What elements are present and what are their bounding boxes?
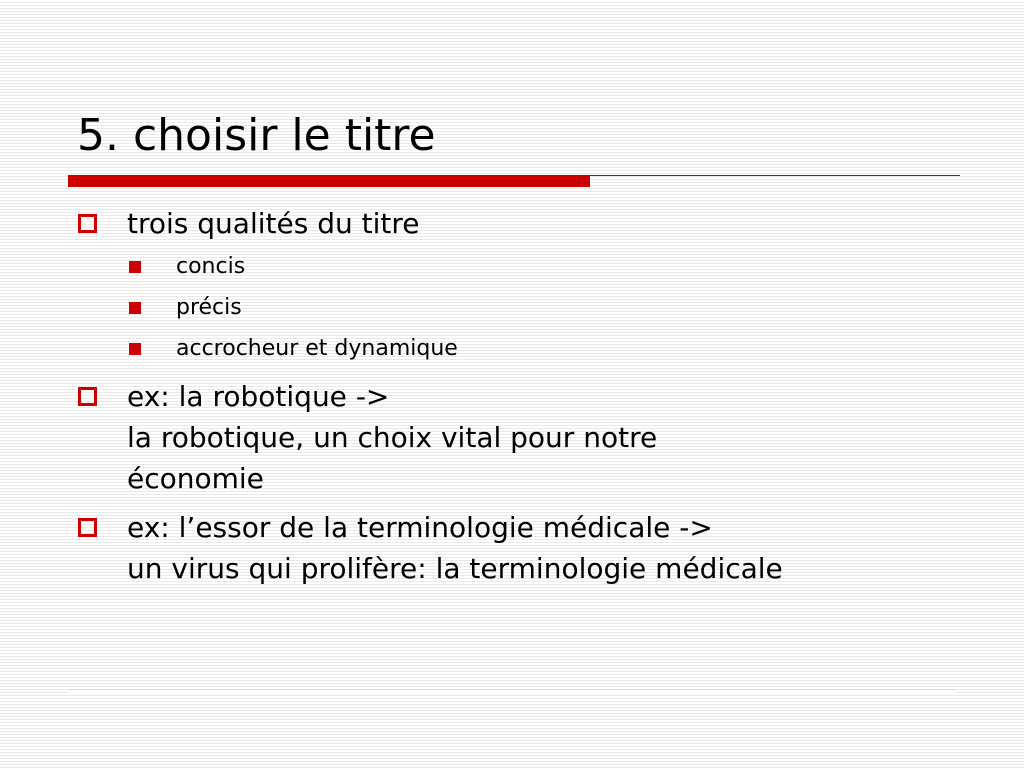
hollow-square-bullet-icon bbox=[78, 214, 97, 233]
solid-square-bullet-icon bbox=[129, 343, 141, 355]
solid-square-bullet-icon bbox=[129, 302, 141, 314]
footer-divider bbox=[68, 689, 956, 693]
bullet-example-terminologie-line2: un virus qui prolifère: la terminologie médicale bbox=[127, 552, 783, 585]
title-underline-thick bbox=[68, 175, 590, 187]
subbullet-precis: précis bbox=[176, 295, 242, 320]
bullet-example-robotique-line3: économie bbox=[127, 462, 264, 495]
title-underline-thin bbox=[590, 175, 960, 176]
hollow-square-bullet-icon bbox=[78, 518, 97, 537]
bullet-example-terminologie-line1: ex: l’essor de la terminologie médicale -> bbox=[127, 511, 713, 544]
slide-title: 5. choisir le titre bbox=[77, 110, 436, 161]
subbullet-accrocheur: accrocheur et dynamique bbox=[176, 336, 458, 361]
subbullet-concis: concis bbox=[176, 254, 246, 279]
hollow-square-bullet-icon bbox=[78, 387, 97, 406]
bullet-trois-qualites: trois qualités du titre bbox=[127, 207, 420, 240]
solid-square-bullet-icon bbox=[129, 261, 141, 273]
bullet-example-robotique-line1: ex: la robotique -> bbox=[127, 380, 390, 413]
bullet-example-robotique-line2: la robotique, un choix vital pour notre bbox=[127, 421, 658, 454]
